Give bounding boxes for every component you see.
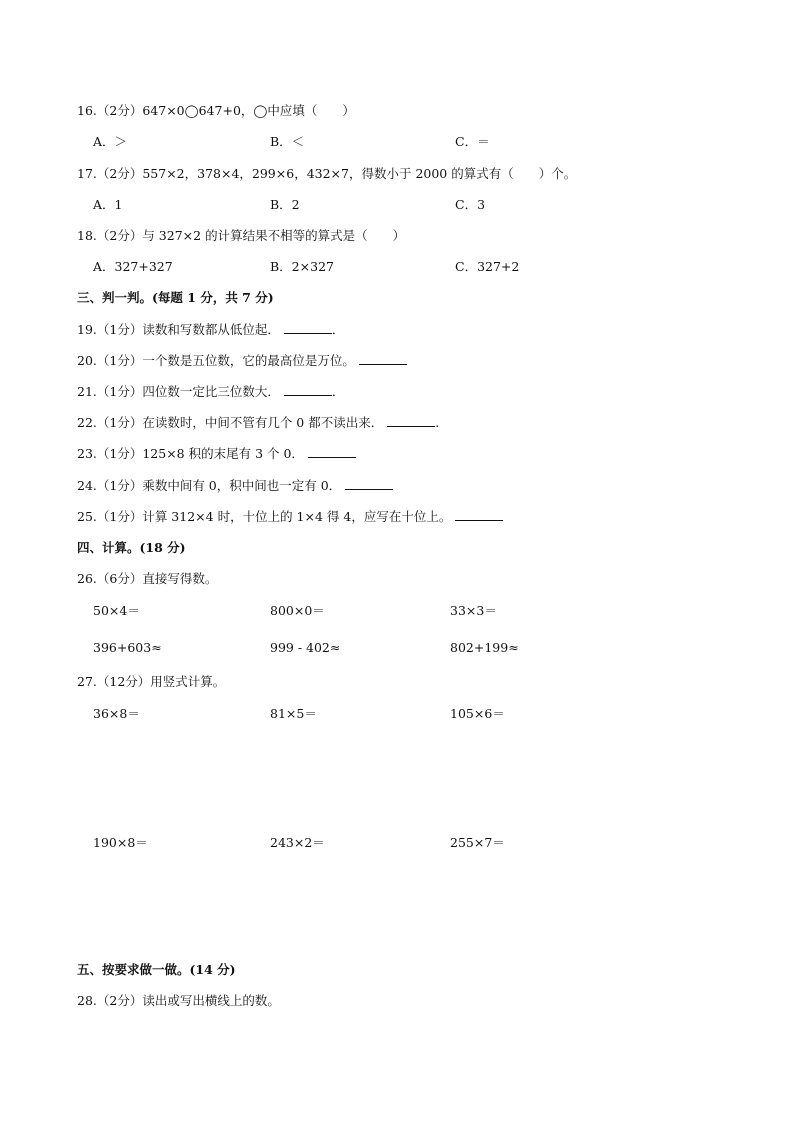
section-4-title: 四、计算。(18 分) — [77, 540, 186, 555]
answer-blank[interactable] — [284, 322, 332, 334]
q18-option-c: C．327+2 — [455, 259, 520, 274]
question-17: 17.（2分）557×2，378×4，299×6，432×7，得数小于 2000 的算式有（ ）个。 — [77, 166, 577, 181]
question-25-text: 25.（1分）计算 312×4 时，十位上的 1×4 得 4，应写在十位上。 — [77, 509, 452, 524]
question-20-text: 20.（1分）一个数是五位数，它的最高位是万位。 — [77, 353, 355, 368]
question-28: 28.（2分）读出或写出横线上的数。 — [77, 993, 280, 1008]
q18-option-a: A．327+327 — [93, 259, 173, 274]
question-27: 27.（12分）用竖式计算。 — [77, 674, 226, 689]
question-21-text: 21.（1分）四位数一定比三位数大． — [77, 384, 280, 399]
question-25 — [77, 509, 503, 525]
vertical-calc-item: 243×2＝ — [270, 835, 325, 850]
question-24-text: 24.（1分）乘数中间有 0，积中间也一定有 0． — [77, 478, 342, 493]
vertical-calc-item: 255×7＝ — [450, 835, 505, 850]
q17-option-c: C．3 — [455, 197, 486, 212]
question-20 — [77, 353, 407, 369]
q18-option-b: B．2×327 — [270, 259, 334, 274]
answer-blank[interactable] — [359, 353, 407, 365]
calc-item: 50×4＝ — [93, 603, 140, 618]
q17-option-a: A．1 — [93, 197, 123, 212]
vertical-calc-item: 190×8＝ — [93, 835, 148, 850]
question-22 — [77, 415, 439, 431]
question-21 — [77, 384, 344, 400]
q16-option-a: A．＞ — [93, 134, 128, 149]
vertical-calc-item: 81×5＝ — [270, 706, 317, 721]
question-23 — [77, 446, 356, 462]
question-19-text: 19.（1分）读数和写数都从低位起． — [77, 322, 280, 337]
question-18: 18.（2分）与 327×2 的计算结果不相等的算式是（ ） — [77, 228, 406, 243]
q16-option-b: B．＜ — [270, 134, 305, 149]
answer-blank[interactable] — [308, 446, 356, 458]
question-16: 16.（2分）647×0◯647+0，◯中应填（ ） — [77, 103, 355, 118]
answer-blank[interactable] — [455, 509, 503, 521]
answer-blank[interactable] — [387, 415, 435, 427]
question-26: 26.（6分）直接写得数。 — [77, 571, 218, 586]
section-5-title: 五、按要求做一做。(14 分) — [77, 962, 236, 977]
vertical-calc-item: 36×8＝ — [93, 706, 140, 721]
q22-period: . — [435, 415, 440, 430]
calc-item: 802+199≈ — [450, 640, 519, 655]
answer-blank[interactable] — [345, 478, 393, 490]
section-3-title: 三、判一判。(每题 1 分，共 7 分) — [77, 290, 274, 305]
calc-item: 396+603≈ — [93, 640, 162, 655]
q21-period: ． — [331, 384, 345, 399]
question-22-text: 22.（1分）在读数时，中间不管有几个 0 都不读出来． — [77, 415, 384, 430]
q19-period: ． — [331, 322, 345, 337]
answer-blank[interactable] — [284, 384, 332, 396]
q17-option-b: B．2 — [270, 197, 300, 212]
vertical-calc-item: 105×6＝ — [450, 706, 505, 721]
question-23-text: 23.（1分）125×8 积的末尾有 3 个 0． — [77, 446, 304, 461]
q16-option-c: C．＝ — [455, 134, 490, 149]
calc-item: 33×3＝ — [450, 603, 497, 618]
question-19 — [77, 322, 344, 338]
question-24 — [77, 478, 393, 494]
calc-item: 999 - 402≈ — [270, 640, 341, 655]
calc-item: 800×0＝ — [270, 603, 325, 618]
